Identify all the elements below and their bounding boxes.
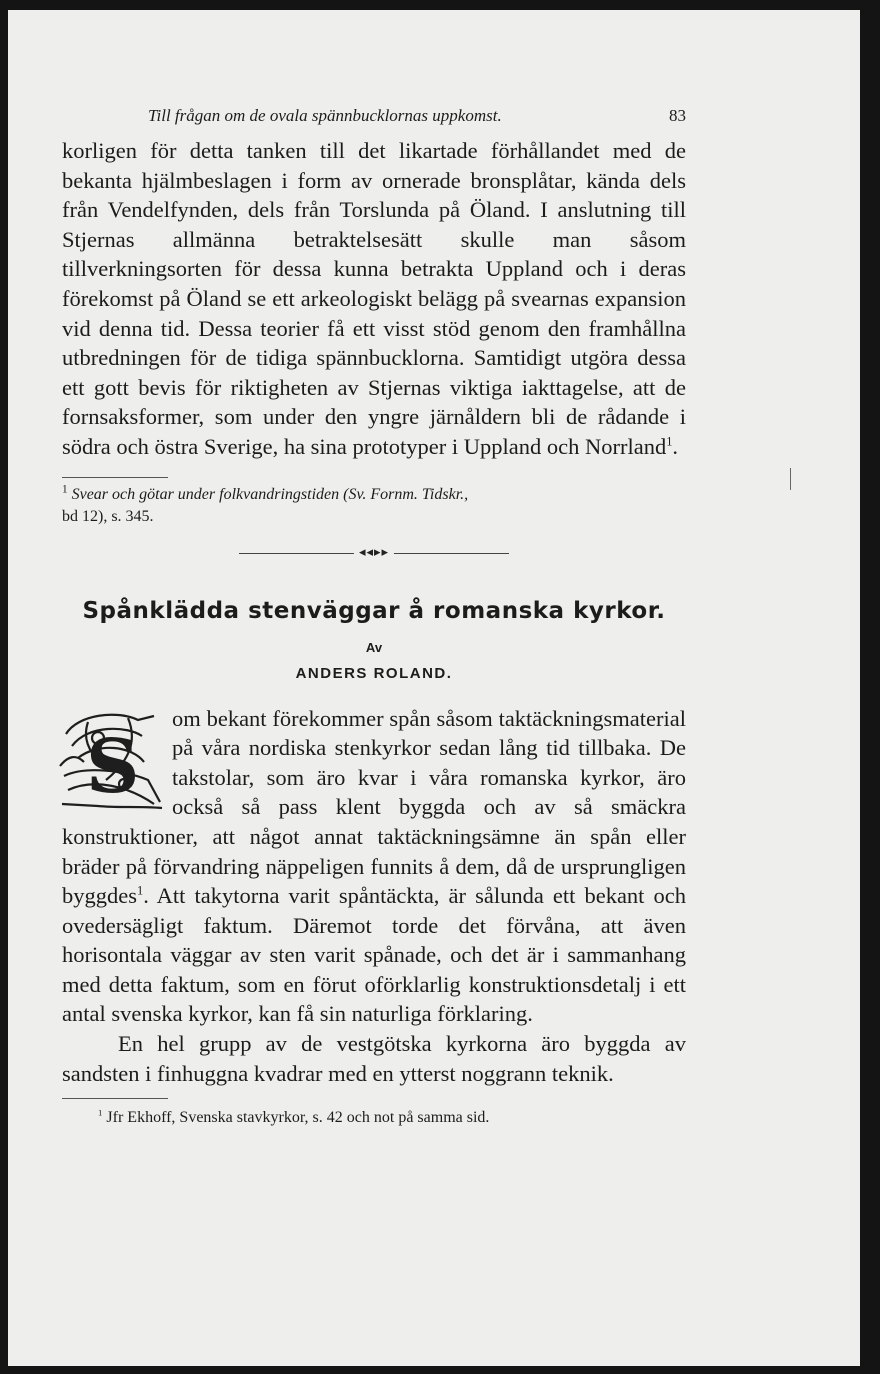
- paragraph-end: .: [672, 433, 679, 459]
- article-p1-part1: om bekant förekommer spån såsom taktäckningsmaterial på våra nordiska stenkyrkor sedan lång tid tillbaka. De takstolar, som äro kvar i våra romanska kyrkor, äro också så pass klent byggda och av så smäckra konstruktioner, att något annat taktäckningsämne än spån eller bräder på förvandring näppeligen funnits å dem, då de ursprungligen byggdes: [62, 705, 686, 909]
- footnote-marker: 1: [62, 483, 68, 496]
- article-footnote-text: Jfr Ekhoff, Svenska stavkyrkor, s. 42 och not på samma sid.: [106, 1109, 490, 1127]
- footnote-italic: Svear och götar under folkvandringstiden (Sv. Fornm. Tidskr.,: [71, 485, 469, 503]
- byline-prefix: Av: [365, 639, 383, 655]
- footnote-rest: bd 12), s. 345.: [62, 507, 154, 525]
- footnote-rule-2: [62, 1098, 168, 1099]
- running-head: [62, 106, 686, 136]
- article-p1-part2: . Att takytorna varit spåntäckta, är sålunda ett bekant och ovedersägligt faktum. Däremot torde det förvåna, att även horisontala väggar av sten varit spånade, och det är i sammanhang med detta faktum, som en förut oförklarlig konstruktionsdetalj i ett antal svenska kyrkor, kan få sin naturliga förklaring.: [62, 883, 686, 1027]
- section-divider: [239, 543, 509, 560]
- article-footnote-ref: 1: [137, 883, 144, 898]
- decorative-initial: [58, 706, 164, 814]
- book-page: [8, 10, 860, 1366]
- footnote-rule: [62, 477, 168, 478]
- knotwork-initial-icon: [58, 706, 164, 814]
- continued-paragraph: [62, 136, 686, 462]
- article-title: Spånklädda stenväggar å romanska kyrkor.: [82, 597, 666, 624]
- article-footnote-marker: 1: [98, 1107, 103, 1118]
- continued-paragraph-text: korligen för detta tanken till det likartade förhållandet med de bekanta hjälmbeslagen i form av ornerade bronsplåtar, kända dels från Vendelfynden, dels från Torslunda på Öland. I anslutning till Stjernas allmänna betraktelsesätt skulle man såsom tillverkningsorten för dessa kunna betrakta Uppland och i deras förekomst på Öland se ett arkeologiskt belägg på svearnas expansion vid denna tid. Dessa teorier få ett visst stöd genom den framhållna utbredningen för de tidiga spännbucklorna. Samtidigt utgöra dessa ett gott bevis för riktigheten av Stjernas viktiga iakttagelse, att de fornsaksformer, som under den yngre järnåldern bli de rådande i södra och östra Sverige, ha sina prototyper i Uppland och Norrland: [62, 138, 686, 459]
- page-number: 83: [669, 106, 686, 125]
- margin-mark: [790, 468, 791, 490]
- article-body: [62, 704, 686, 1130]
- byline-author: ANDERS ROLAND.: [295, 664, 453, 682]
- dropcap-letter: S: [86, 723, 140, 810]
- footnote: [62, 484, 686, 528]
- text-column: [62, 106, 686, 1129]
- footnote-ref: 1: [666, 434, 673, 449]
- article-paragraph-2: En hel grupp av de vestgötska kyrkorna äro byggda av sandsten i finhuggna kvadrar med en ytterst noggrann teknik.: [62, 1031, 686, 1086]
- divider-ornament-icon: ◂◂▸▸: [354, 544, 394, 560]
- article-footnote: [62, 1107, 686, 1129]
- running-head-title: Till frågan om de ovala spännbucklornas uppkomst.: [148, 106, 502, 125]
